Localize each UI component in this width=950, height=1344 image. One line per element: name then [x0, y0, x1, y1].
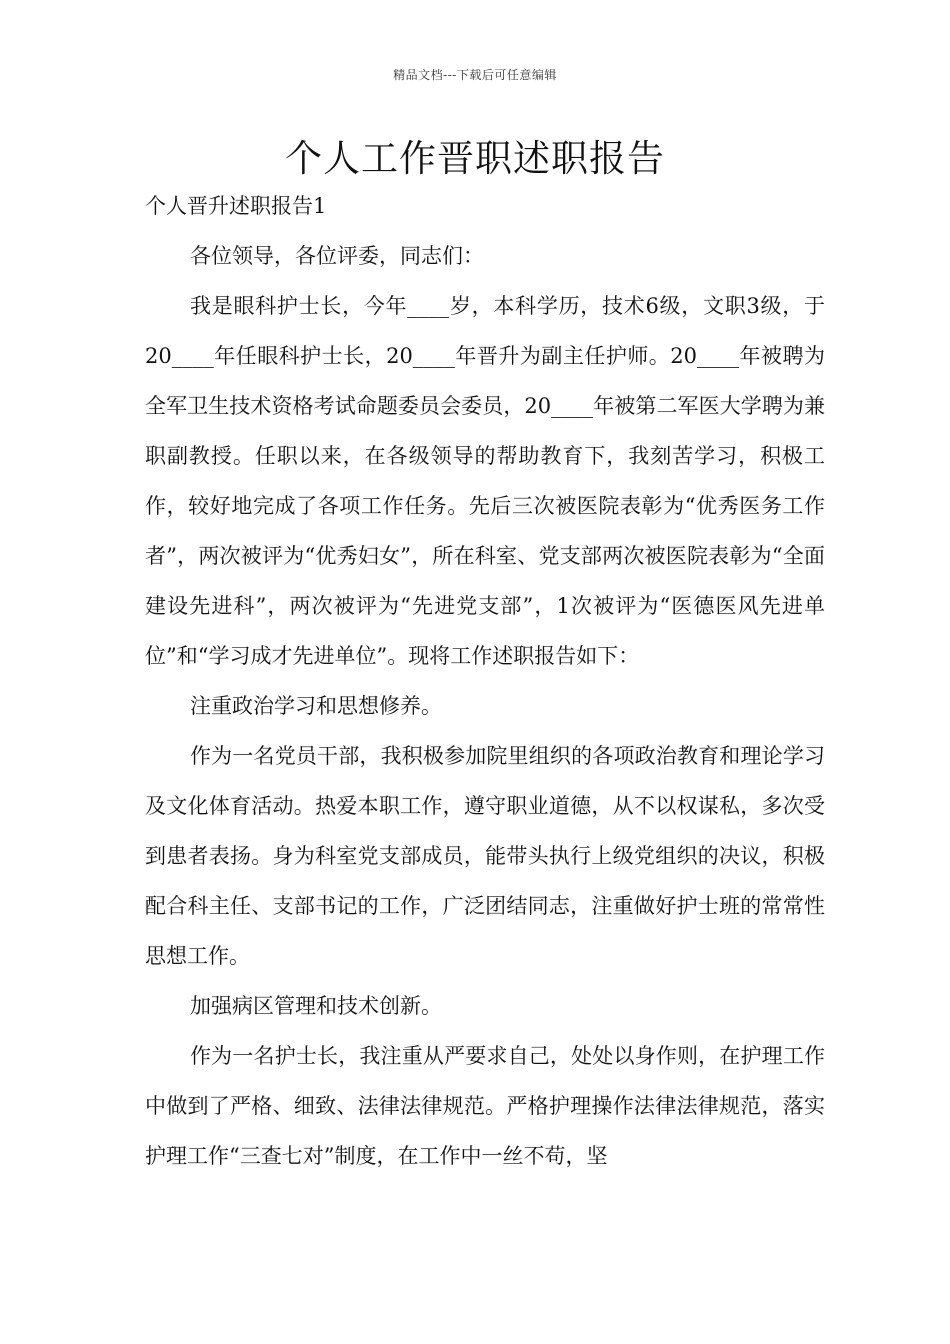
header-note: 精品文档---下载后可任意编辑 [393, 68, 557, 82]
document-body [145, 181, 825, 1181]
political-study-paragraph: 作为一名党员干部，我积极参加院里组织的各项政治教育和理论学习及文化体育活动。热爱本职工作，遵守职业道德，从不以权谋私，多次受到患者表扬。身为科室党支部成员，能带头执行上级党组织的决议，积极配合科主任、支部书记的工作，广泛团结同志，注重做好护士班的常常性思想工作。 [145, 744, 825, 968]
section-heading-ward-management: 加强病区管理和技术创新。 [190, 994, 442, 1018]
intro-paragraph: 我是眼科护士长，今年____岁，本科学历，技术6级，文职3级，于20____年任眼科护士长，20____年晋升为副主任护师。20____年被聘为全军卫生技术资格考试命题委员会委员，20____年被第二军医大学聘为兼职副教授。任职以来，在各级领导的帮助教育下，我刻苦学习，积极工作，较好地完成了各项工作任务。先后三次被医院表彰为“优秀医务工作者”，两次被评为“优秀妇女”，所在科室、党支部两次被医院表彰为“全面建设先进科”，两次被评为“先进党支部”，1次被评为“医德医风先进单位”和“学习成才先进单位”。现将工作述职报告如下： [145, 294, 825, 668]
ward-management-paragraph: 作为一名护士长，我注重从严要求自己，处处以身作则，在护理工作中做到了严格、细致、法律法律规范。严格护理操作法律法律规范，落实护理工作“三查七对”制度，在工作中一丝不苟，坚 [145, 1044, 825, 1168]
section-heading-political-study: 注重政治学习和思想修养。 [190, 694, 442, 718]
document-title: 个人工作晋职述职报告 [285, 137, 665, 180]
salutation-paragraph: 各位领导，各位评委，同志们： [190, 244, 484, 268]
section-subtitle: 个人晋升述职报告1 [145, 194, 327, 218]
